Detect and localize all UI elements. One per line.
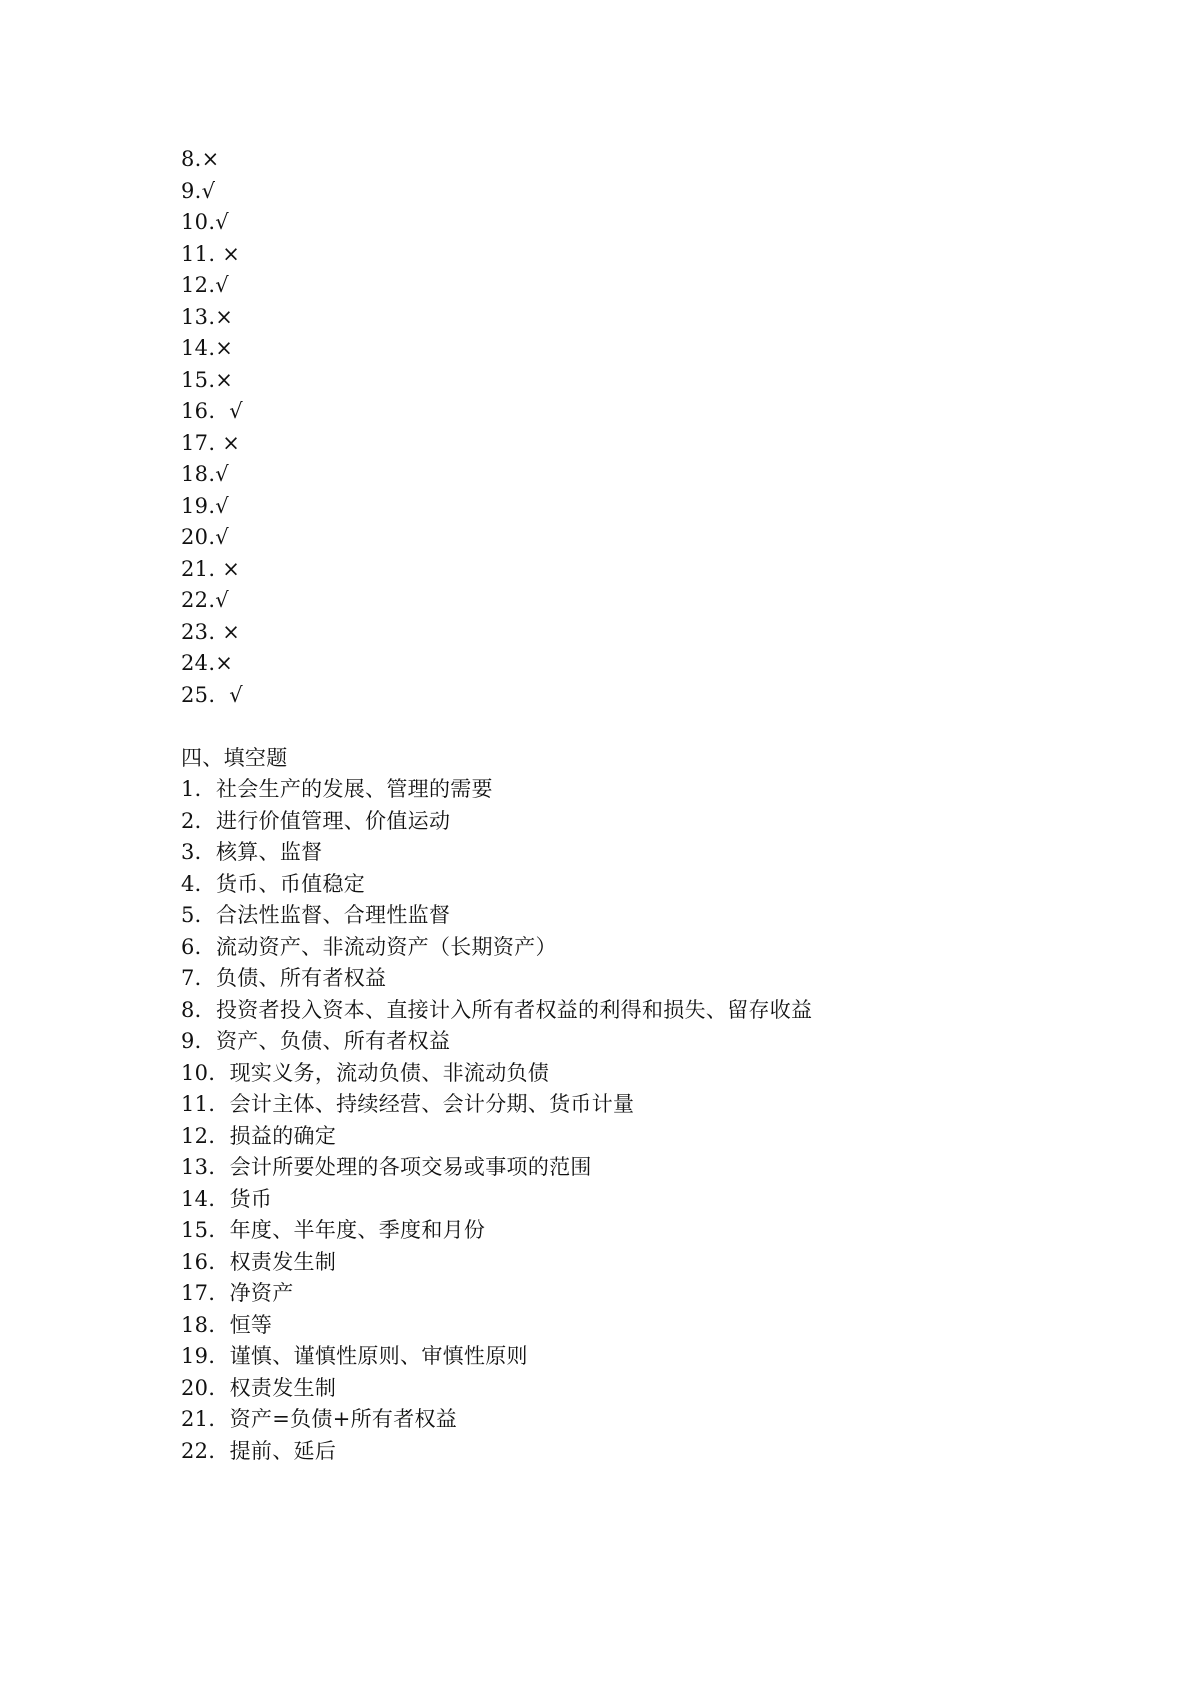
tf-answer-10: 10.√ (181, 210, 229, 234)
tf-answer-11: 11. × (181, 241, 241, 266)
fill-answer-18: 18．恒等 (181, 1312, 273, 1337)
section-heading-fill-blank: 四、填空题 (181, 745, 288, 770)
tf-answer-13: 13.× (181, 304, 234, 329)
fill-answer-2: 2．进行价值管理、价值运动 (181, 808, 451, 833)
fill-answer-8: 8．投资者投入资本、直接计入所有者权益的利得和损失、留存收益 (181, 997, 813, 1022)
true-false-answer-list (181, 144, 1081, 711)
fill-answer-21: 21．资产=负债+所有者权益 (181, 1407, 458, 1431)
fill-answer-9: 9．资产、负债、所有者权益 (181, 1029, 451, 1053)
fill-blank-answer-list (181, 774, 1081, 1467)
answer-content (181, 144, 1081, 1467)
fill-answer-3: 3．核算、监督 (181, 840, 323, 864)
fill-answer-14: 14．货币 (181, 1186, 273, 1211)
tf-answer-8: 8.× (181, 147, 220, 171)
fill-answer-12: 12．损益的确定 (181, 1123, 337, 1148)
tf-answer-19: 19.√ (181, 493, 229, 518)
tf-answer-22: 22.√ (181, 588, 229, 612)
tf-answer-14: 14.× (181, 336, 234, 360)
fill-answer-11: 11．会计主体、持续经营、会计分期、货币计量 (181, 1092, 635, 1116)
fill-answer-4: 4．货币、币值稳定 (181, 871, 366, 896)
fill-answer-10: 10．现实义务，流动负债、非流动负债 (181, 1060, 550, 1085)
fill-answer-13: 13．会计所要处理的各项交易或事项的范围 (181, 1155, 592, 1179)
tf-answer-24: 24.× (181, 651, 234, 675)
tf-answer-17: 17. × (181, 430, 241, 455)
tf-answer-23: 23. × (181, 619, 241, 644)
tf-answer-16: 16. √ (181, 399, 243, 423)
tf-answer-9: 9.√ (181, 178, 216, 203)
tf-answer-20: 20.√ (181, 525, 229, 549)
section-spacer (181, 711, 1081, 743)
tf-answer-12: 12.√ (181, 273, 229, 297)
fill-answer-19: 19．谨慎、谨慎性原则、审慎性原则 (181, 1344, 528, 1368)
tf-answer-15: 15.× (181, 367, 234, 392)
fill-answer-1: 1．社会生产的发展、管理的需要 (181, 777, 493, 801)
fill-answer-6: 6．流动资产、非流动资产（长期资产） (181, 934, 557, 959)
tf-answer-18: 18.√ (181, 462, 229, 486)
fill-answer-22: 22．提前、延后 (181, 1438, 337, 1463)
fill-answer-16: 16．权责发生制 (181, 1249, 337, 1274)
fill-answer-15: 15．年度、半年度、季度和月份 (181, 1218, 486, 1242)
tf-answer-25: 25. √ (181, 682, 243, 707)
tf-answer-21: 21. × (181, 556, 241, 581)
fill-answer-17: 17．净资产 (181, 1281, 294, 1305)
fill-answer-7: 7．负债、所有者权益 (181, 966, 387, 990)
fill-answer-5: 5．合法性监督、合理性监督 (181, 903, 451, 927)
fill-answer-20: 20．权责发生制 (181, 1375, 337, 1400)
